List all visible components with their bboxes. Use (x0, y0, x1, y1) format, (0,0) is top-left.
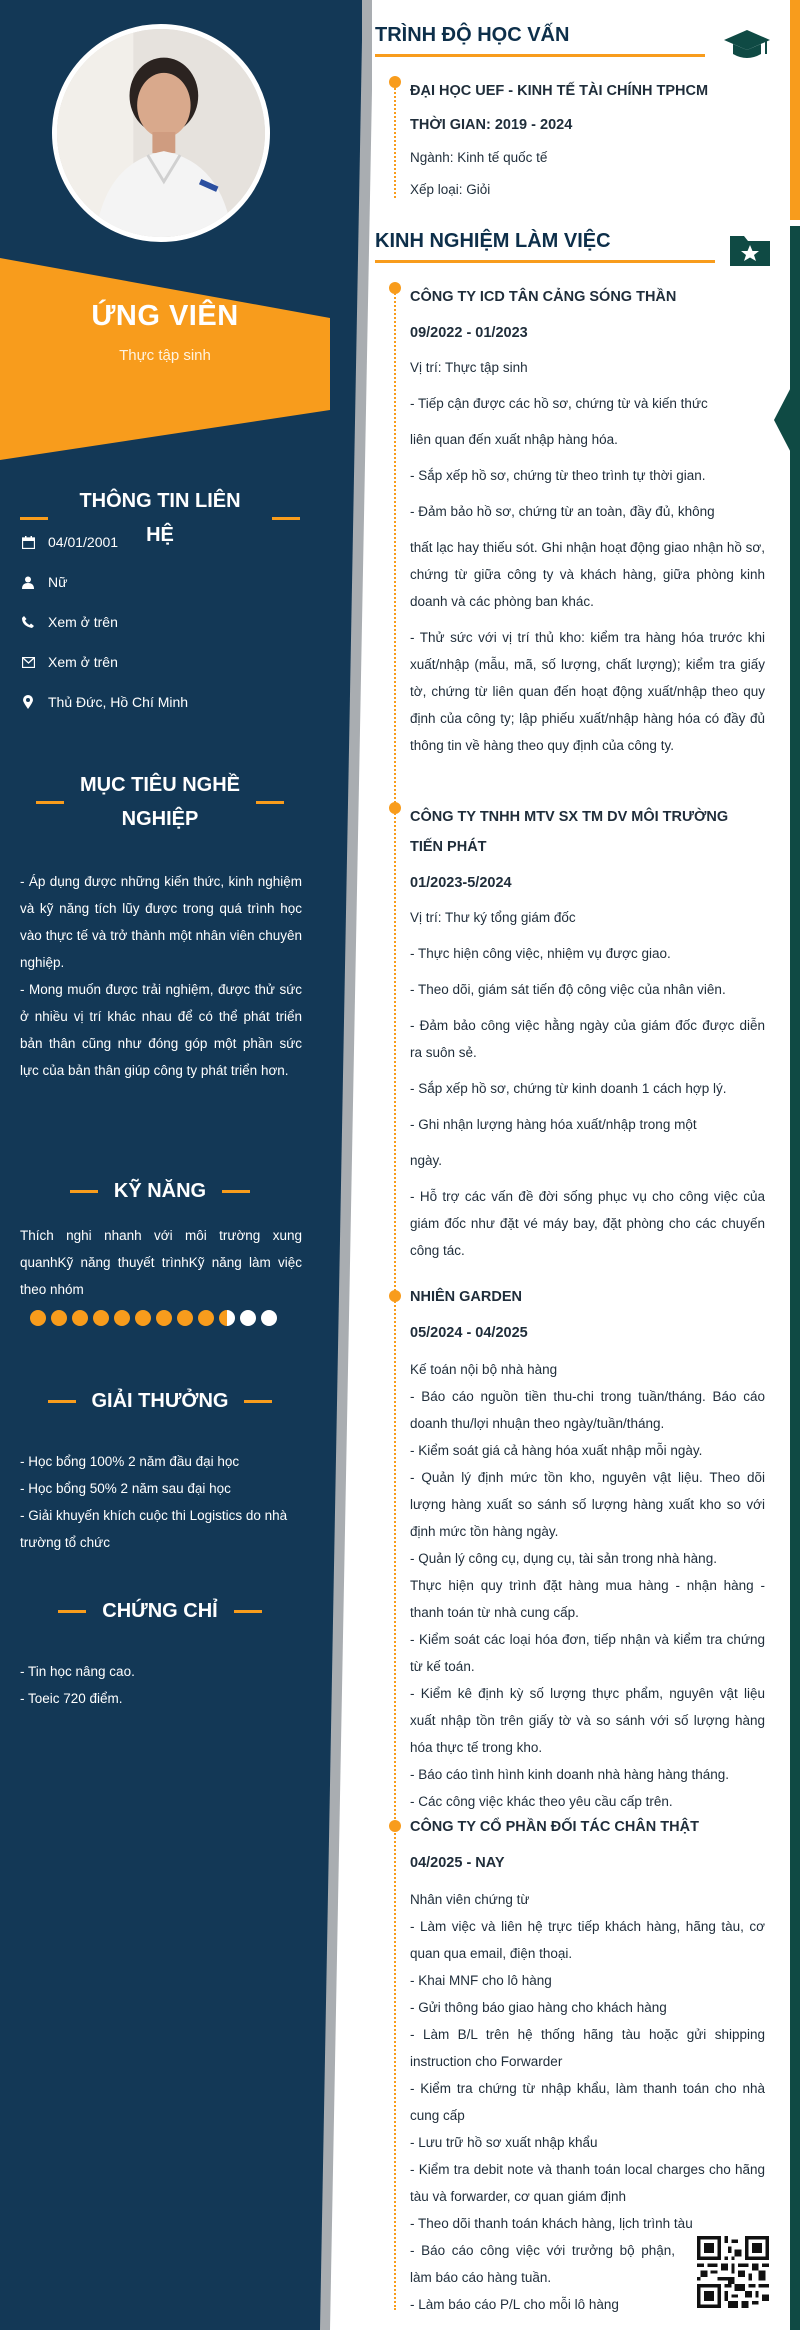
job-line: - Quản lý công cụ, dụng cụ, tài sản trong nhà hàng. (410, 1551, 717, 1566)
contact-title-text: THÔNG TIN LIÊN HỆ (79, 490, 241, 546)
right-edge-notch (774, 370, 800, 470)
qr-code[interactable] (697, 2236, 769, 2308)
objective-section-title (20, 768, 300, 836)
job-line: - Hỗ trợ các vấn đề đời sống phục vụ cho công việc của giám đốc như đặt vé máy bay, đặt phòng cho các chuyến công tác. (410, 1189, 765, 1258)
job-bullet (389, 1290, 401, 1302)
job-line: - Kiểm tra debit note và thanh toán local charges cho hãng tàu và forwarder, cơ quan giám định (410, 2162, 765, 2204)
rating-dot-full (93, 1310, 109, 1326)
job-line: - Khai MNF cho lô hàng (410, 1973, 552, 1988)
contact-birthday (20, 534, 118, 550)
job-line: - Kiểm soát các loại hóa đơn, tiếp nhận và kiểm tra chứng từ kế toán. (410, 1632, 765, 1674)
candidate-name: ỨNG VIÊN (91, 300, 239, 332)
rating-dot-full (51, 1310, 67, 1326)
job-line: - Gửi thông báo giao hàng cho khách hàng (410, 2000, 667, 2015)
education-timeline (394, 80, 396, 198)
job-bullet (389, 1820, 401, 1832)
right-edge-bar-orange (790, 0, 800, 220)
skills-text: Thích nghi nhanh với môi trường xung quanhKỹ năng thuyết trìnhKỹ năng làm việc theo nhóm (20, 1228, 302, 1297)
job-line: Vị trí: Thư ký tổng giám đốc (410, 910, 576, 925)
job-line: - Kiểm soát giá cả hàng hóa xuất nhập mỗi ngày. (410, 1443, 703, 1458)
contact-gender (20, 574, 67, 590)
job-company: CÔNG TY ICD TÂN CẢNG SÓNG THẦN (410, 289, 677, 305)
job-bullet (389, 282, 401, 294)
job-line: - Báo cáo nguồn tiền thu-chi trong tuần/tháng. Báo cáo doanh thu/lợi nhuận theo ngày/tuần/tháng. (410, 1389, 765, 1431)
experience-title-text: KINH NGHIỆM LÀM VIỆC (375, 230, 611, 252)
rating-dot-full (198, 1310, 214, 1326)
job-line: - Thực hiện công việc, nhiệm vụ được giao. (410, 946, 671, 961)
job-entry-2 (410, 802, 765, 1264)
rating-dot-full (72, 1310, 88, 1326)
experience-section-title (375, 230, 611, 253)
folder-star-icon (730, 232, 770, 266)
awards-list (20, 1448, 302, 1556)
job-line: Thực hiện quy trình đặt hàng mua hàng - nhận hàng - thanh toán từ nhà cung cấp. (410, 1578, 765, 1620)
certificates-title-text: CHỨNG CHỈ (102, 1600, 218, 1622)
title-dash (36, 801, 64, 804)
job-line: - Làm việc và liên hệ trực tiếp khách hàng, hãng tàu, cơ quan qua email, điện thoại. (410, 1919, 765, 1961)
candidate-role: Thực tập sinh (119, 347, 211, 364)
certificates-section-title (20, 1594, 300, 1628)
email-icon (20, 654, 36, 670)
job-line: thất lạc hay thiếu sót. Ghi nhận hoạt động giao nhận hồ sơ, chứng từ giữa công ty và khách hàng, giữa phòng kinh doanh và các phòng ban khác. (410, 540, 765, 609)
title-dash (48, 1400, 76, 1403)
certificate-item: - Toeic 720 điểm. (20, 1691, 123, 1706)
certificates-list (20, 1658, 302, 1712)
job-line: - Các công việc khác theo yêu cầu cấp trên. (410, 1794, 673, 1809)
user-icon (20, 574, 36, 590)
job-line: Nhân viên chứng từ (410, 1892, 530, 1907)
job-bullet (389, 802, 401, 814)
rating-dot-full (114, 1310, 130, 1326)
education-section-title (375, 24, 569, 47)
objective-paragraph-2: - Mong muốn được trải nghiệm, được thử sức ở nhiều vị trí khác nhau để có thể phát triển bản thân cũng như đóng góp một phần sức lực của bản thân giúp công ty phát triển hơn. (20, 982, 302, 1078)
job-line: - Lưu trữ hồ sơ xuất nhập khẩu (410, 2135, 598, 2150)
sidebar (0, 0, 330, 2330)
job-line: - Báo cáo tình hình kinh doanh nhà hàng hàng tháng. (410, 1767, 730, 1782)
job-line: - Ghi nhận lượng hàng hóa xuất/nhập trong một (410, 1117, 697, 1132)
job-line: - Làm báo cáo P/L cho mỗi lô hàng (410, 2297, 619, 2312)
experience-title-underline (375, 260, 715, 263)
job-line: - Quản lý định mức tồn kho, nguyên vật liệu. Theo dõi lượng hàng xuất so sánh số lượng hàng xuất kho so với định mức tồn hàng ngày. (410, 1470, 765, 1539)
job-line: - Kiểm tra chứng từ nhập khẩu, làm thanh toán cho nhà cung cấp (410, 2081, 765, 2123)
job-company: CÔNG TY CỔ PHẦN ĐỐI TÁC CHÂN THẬT (410, 1819, 699, 1835)
job-line: liên quan đến xuất nhập hàng hóa. (410, 432, 618, 447)
job-line: - Đảm bảo hồ sơ, chứng từ an toàn, đầy đủ, không (410, 504, 715, 519)
education-title-underline (375, 54, 705, 57)
job-period: 09/2022 - 01/2023 (410, 325, 528, 341)
rating-dot-empty (261, 1310, 277, 1326)
skills-title-text: KỸ NĂNG (113, 1180, 207, 1202)
contact-gender-value: Nữ (48, 574, 68, 590)
contact-email-value: Xem ở trên (48, 654, 118, 670)
title-dash (244, 1400, 272, 1403)
education-title-text: TRÌNH ĐỘ HỌC VẤN (375, 24, 570, 46)
contact-address-value: Thủ Đức, Hồ Chí Minh (48, 694, 189, 710)
contact-email (20, 654, 118, 670)
education-bullet (389, 76, 401, 88)
education-entry (410, 76, 765, 206)
title-dash (58, 1610, 86, 1613)
avatar-photo (57, 29, 265, 237)
contact-phone (20, 614, 118, 630)
contact-phone-value: Xem ở trên (48, 614, 118, 630)
objective-title-line2: NGHIỆP (121, 808, 199, 830)
education-rank: Xếp loại: Giỏi (410, 182, 491, 197)
job-line: - Đảm bảo công việc hằng ngày của giám đốc được diễn ra suôn sẻ. (410, 1018, 765, 1060)
job-period: 05/2024 - 04/2025 (410, 1325, 528, 1341)
calendar-icon (20, 534, 36, 550)
job-company: CÔNG TY TNHH MTV SX TM DV MÔI TRƯỜNG TIẾN PHÁT (410, 809, 729, 855)
job-line: - Tiếp cận được các hồ sơ, chứng từ và kiến thức (410, 396, 708, 411)
job-line: - Kiểm kê định kỳ số lượng thực phẩm, nguyên vật liệu xuất nhập tồn trên giấy tờ và so sánh với số lượng hàng hóa thực tế trong kho. (410, 1686, 765, 1755)
contact-birthday-value: 04/01/2001 (48, 534, 119, 550)
education-period: THỜI GIAN: 2019 - 2024 (410, 117, 573, 133)
title-dash (256, 801, 284, 804)
rating-dot-full (135, 1310, 151, 1326)
award-item: - Học bổng 50% 2 năm sau đại học (20, 1481, 231, 1496)
education-school: ĐẠI HỌC UEF - KINH TẾ TÀI CHÍNH TPHCM (410, 83, 709, 99)
education-major: Ngành: Kinh tế quốc tế (410, 150, 548, 165)
job-entry-3 (410, 1282, 765, 1815)
title-dash (20, 517, 48, 520)
objective-title-line1: MỤC TIÊU NGHỀ (80, 774, 240, 796)
rating-dot-full (156, 1310, 172, 1326)
award-item: - Học bổng 100% 2 năm đầu đại học (20, 1454, 240, 1469)
rating-dot-full (177, 1310, 193, 1326)
job-entry-1 (410, 282, 765, 759)
job-period: 01/2023-5/2024 (410, 875, 512, 891)
job-line: - Theo dõi thanh toán khách hàng, lịch trình tàu (410, 2216, 693, 2231)
job-period: 04/2025 - NAY (410, 1855, 505, 1871)
job-line: - Sắp xếp hồ sơ, chứng từ kinh doanh 1 cách hợp lý. (410, 1081, 727, 1096)
awards-section-title (20, 1384, 300, 1418)
contact-address (20, 694, 188, 710)
job-line: - Sắp xếp hồ sơ, chứng từ theo trình tự thời gian. (410, 468, 706, 483)
awards-title-text: GIẢI THƯỞNG (91, 1390, 229, 1412)
skills-rating (30, 1310, 277, 1326)
location-pin-icon (20, 694, 36, 710)
rating-dot-half (219, 1310, 235, 1326)
rating-dot-full (30, 1310, 46, 1326)
job-line: - Làm B/L trên hệ thống hãng tàu hoặc gửi shipping instruction cho Forwarder (410, 2027, 765, 2069)
objective-title-text (64, 768, 256, 836)
avatar (52, 24, 270, 242)
right-edge-bar-green (790, 226, 800, 2330)
rating-dot-empty (240, 1310, 256, 1326)
objective-paragraph-1: - Áp dụng được những kiến thức, kinh nghiệm và kỹ năng tích lũy được trong quá trình học vào thực tế và trở thành một nhân viên chuyên nghiệp. (20, 874, 302, 970)
award-item: - Giải khuyến khích cuộc thi Logistics do nhà trường tổ chức (20, 1508, 288, 1550)
job-line: - Báo cáo công việc với trưởng bộ phận, làm báo cáo hàng tuần. (410, 2243, 675, 2285)
job-line: ngày. (410, 1153, 443, 1168)
skills-section-title (20, 1174, 300, 1208)
certificate-item: - Tin học nâng cao. (20, 1664, 135, 1679)
job-line: - Theo dõi, giám sát tiến độ công việc của nhân viên. (410, 982, 726, 997)
job-company: NHIÊN GARDEN (410, 1289, 522, 1305)
title-dash (70, 1190, 98, 1193)
profile-header (0, 300, 330, 364)
objective-text (20, 868, 302, 1084)
title-dash (272, 517, 300, 520)
job-line: Kế toán nội bộ nhà hàng (410, 1362, 558, 1377)
title-dash (234, 1610, 262, 1613)
job-line: - Thử sức với vị trí thủ kho: kiểm tra hàng hóa trước khi xuất/nhập (mẫu, mã, số lượng, chất lượng); kiểm tra giấy tờ, chứng từ liên quan đến hoạt động xuất/nhập theo quy định của công ty; lập phiếu xuất/nhập hàng hóa có đầy đủ thông tin về hàng theo quy định của công ty. (410, 630, 765, 753)
title-dash (222, 1190, 250, 1193)
phone-icon (20, 614, 36, 630)
graduation-cap-icon (724, 30, 770, 64)
job-line: Vị trí: Thực tập sinh (410, 360, 528, 375)
